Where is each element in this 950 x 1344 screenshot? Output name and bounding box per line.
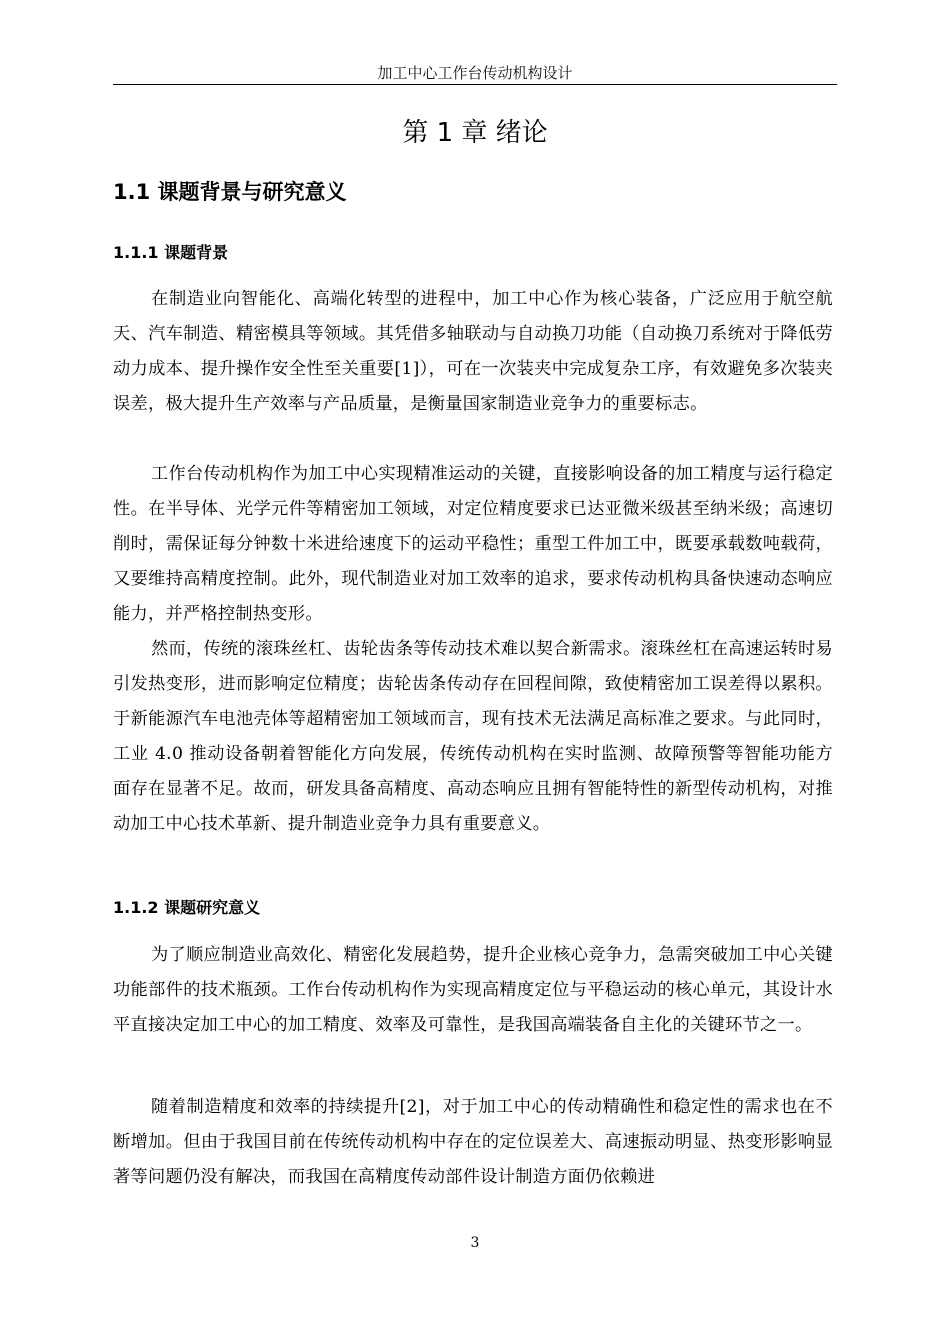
- page-number: 3: [470, 1235, 480, 1251]
- subsection-heading-1-1-1: 1.1.1 课题背景: [113, 243, 229, 262]
- paragraph-significance-2: 随着制造精度和效率的持续提升[2]，对于加工中心的传动精确性和稳定性的需求也在不断增加。但由于我国目前在传统传动机构中存在的定位误差大、高速振动明显、热变形影响显著等问题仍没有解决，而我国在高精度传动部件设计制造方面仍依赖进: [113, 1097, 833, 1187]
- chapter-title: 第 1 章 绪论: [402, 118, 548, 148]
- paragraph-background-1: 在制造业向智能化、高端化转型的进程中，加工中心作为核心装备，广泛应用于航空航天、汽车制造、精密模具等领域。其凭借多轴联动与自动换刀功能（自动换刀系统对于降低劳动力成本、提升操作安全性至关重要[1]），可在一次装夹中完成复杂工序，有效避免多次装夹误差，极大提升生产效率与产品质量，是衡量国家制造业竞争力的重要标志。: [113, 289, 833, 414]
- paragraph-background-3: 然而，传统的滚珠丝杠、齿轮齿条等传动技术难以契合新需求。滚珠丝杠在高速运转时易引发热变形，进而影响定位精度；齿轮齿条传动存在回程间隙，致使精密加工误差得以累积。于新能源汽车电池壳体等超精密加工领域而言，现有技术无法满足高标准之要求。与此同时，工业 4.0 推动设备朝着智能化方向发展，传统传动机构在实时监测、故障预警等智能功能方面存在显著不足。故而，研发具备高精度、高动态响应且拥有智能特性的新型传动机构，对推动加工中心技术革新、提升制造业竞争力具有重要意义。: [113, 639, 834, 834]
- paragraph-background-2: 工作台传动机构作为加工中心实现精准运动的关键，直接影响设备的加工精度与运行稳定性。在半导体、光学元件等精密加工领域，对定位精度要求已达亚微米级甚至纳米级；高速切削时，需保证每分钟数十米进给速度下的运动平稳性；重型工件加工中，既要承载数吨载荷，又要维持高精度控制。此外，现代制造业对加工效率的追求，要求传动机构具备快速动态响应能力，并严格控制热变形。: [113, 464, 834, 624]
- running-header: 加工中心工作台传动机构设计: [377, 64, 573, 82]
- header-divider: [113, 84, 837, 85]
- subsection-heading-1-1-2: 1.1.2 课题研究意义: [113, 898, 261, 917]
- paragraph-significance-1: 为了顺应制造业高效化、精密化发展趋势，提升企业核心竞争力，急需突破加工中心关键功能部件的技术瓶颈。工作台传动机构作为实现高精度定位与平稳运动的核心单元，其设计水平直接决定加工中心的加工精度、效率及可靠性，是我国高端装备自主化的关键环节之一。: [113, 945, 834, 1035]
- section-heading-1-1: 1.1 课题背景与研究意义: [113, 180, 347, 204]
